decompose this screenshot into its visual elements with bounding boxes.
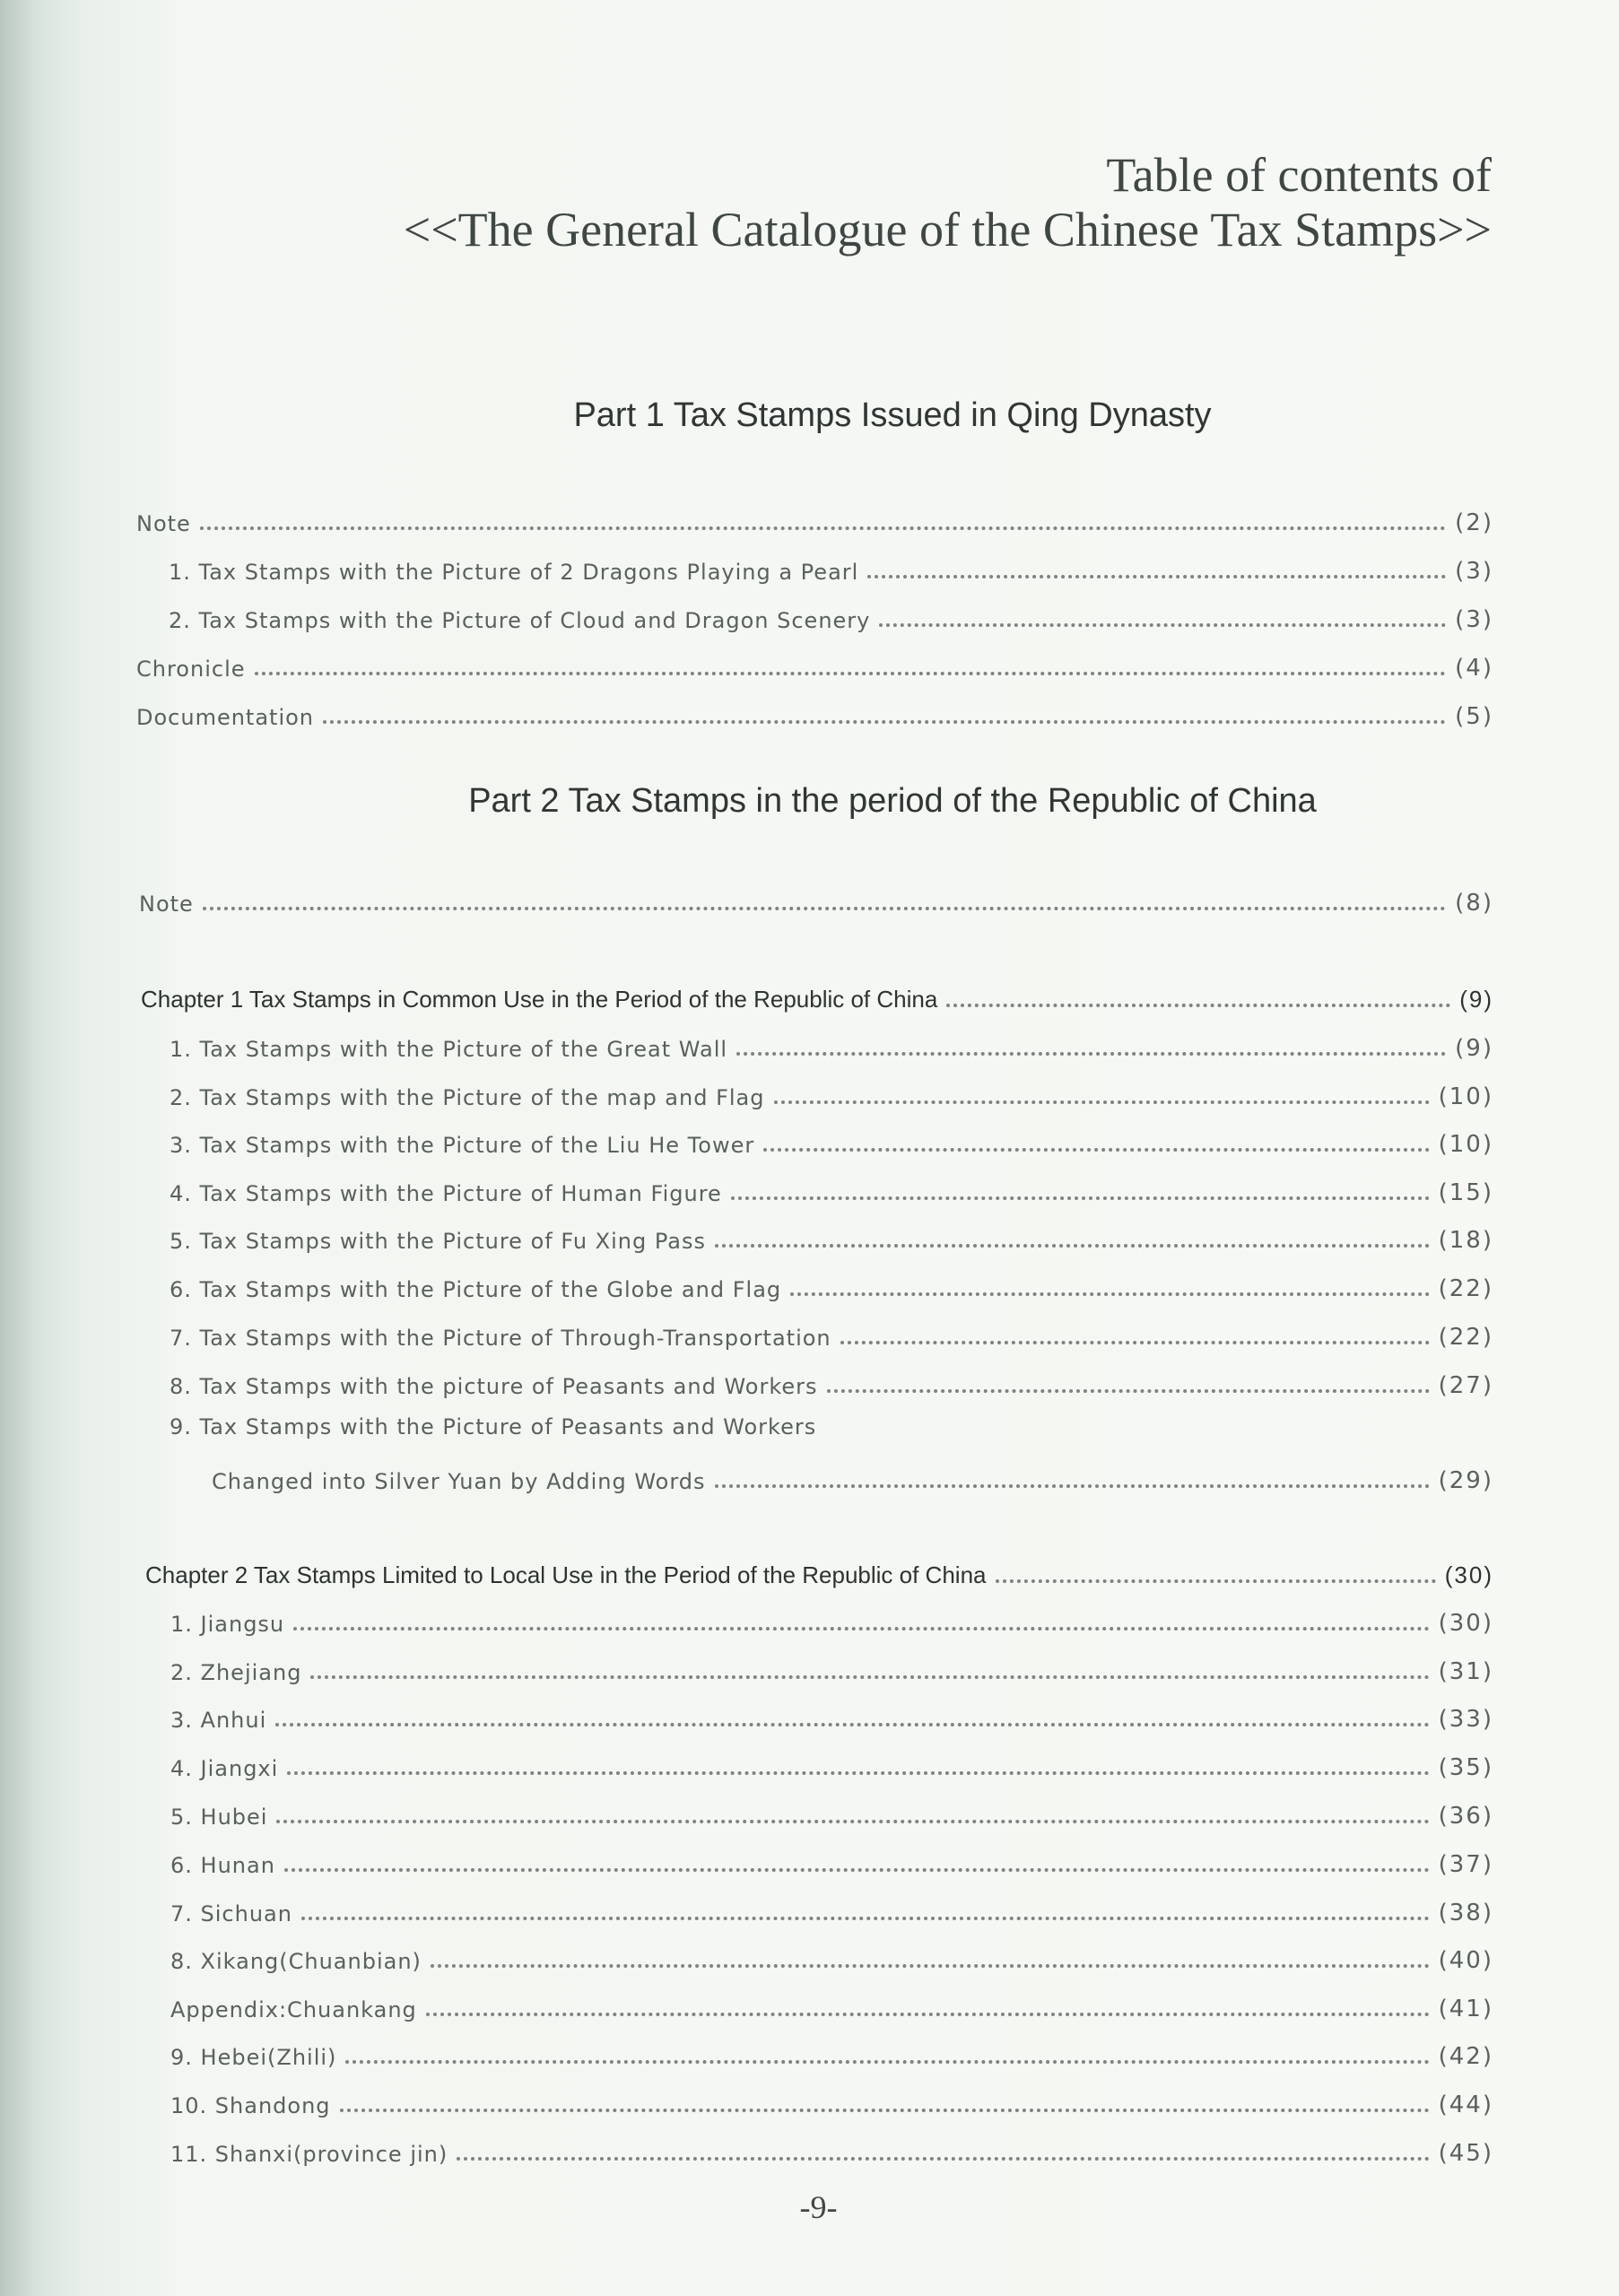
toc-entry-continued[interactable] (0, 1458, 1493, 1494)
toc-entry-page: (31) (1438, 1658, 1493, 1685)
toc-entry-documentation[interactable] (0, 694, 1493, 730)
toc-entry-appendix[interactable] (0, 1987, 1493, 2022)
toc-entry-label: 6. Hunan (170, 1853, 275, 1878)
toc-entry-page: (15) (1438, 1179, 1493, 1206)
toc-entry-label: 1. Tax Stamps with the Picture of the Great Wall (170, 1037, 728, 1062)
toc-entry-page: (42) (1438, 2043, 1493, 2070)
toc-entry-label: 3. Anhui (170, 1708, 267, 1733)
toc-entry[interactable] (0, 1697, 1493, 1733)
toc-entry-page: (2) (1455, 509, 1493, 536)
toc-title-line1: Table of contents of (1106, 148, 1492, 202)
toc-entry-page: (9) (1459, 986, 1493, 1013)
part1-heading: Part 1 Tax Stamps Issued in Qing Dynasty (573, 396, 1212, 434)
toc-entry-label: 1. Tax Stamps with the Picture of 2 Dragons Playing a Pearl (169, 560, 859, 585)
toc-entry-label: Appendix:Chuankang (170, 1997, 417, 2022)
toc-entry-page: (38) (1438, 1900, 1493, 1926)
toc-entry-label: Documentation (136, 705, 315, 730)
toc-entry[interactable] (0, 1649, 1493, 1685)
chapter-label: Chapter 2 Tax Stamps Limited to Local Use in the Period of the Republic of China (145, 1561, 987, 1588)
dot-leader (736, 1052, 1446, 1056)
toc-entry[interactable] (0, 1938, 1493, 1974)
toc-entry-label: 7. Sichuan (170, 1901, 292, 1926)
toc-entry-label: 2. Tax Stamps with the Picture of Cloud and Dragon Scenery (169, 608, 871, 633)
dot-leader (996, 1579, 1436, 1583)
dot-leader (763, 1148, 1429, 1152)
toc-entry[interactable] (0, 2131, 1493, 2167)
toc-entry[interactable] (0, 1842, 1493, 1878)
toc-entry[interactable] (0, 2083, 1493, 2118)
toc-entry-label: 8. Xikang(Chuanbian) (170, 1949, 422, 1974)
chapter-heading[interactable] (0, 1553, 1493, 1589)
dot-leader (731, 1196, 1430, 1200)
toc-entry-note[interactable] (0, 500, 1493, 536)
toc-entry-page: (3) (1455, 606, 1493, 633)
toc-entry-page: (29) (1438, 1467, 1493, 1494)
toc-entry-label: 2. Zhejiang (170, 1660, 302, 1685)
dot-leader (345, 2060, 1429, 2064)
toc-entry-page: (8) (1455, 890, 1493, 917)
toc-entry-label: 6. Tax Stamps with the Picture of the Globe and Flag (170, 1277, 782, 1302)
dot-leader (301, 1917, 1430, 1920)
toc-entry[interactable] (0, 1363, 1493, 1399)
toc-entry-page: (35) (1438, 1754, 1493, 1781)
toc-entry-label: 8. Tax Stamps with the picture of Peasants and Workers (170, 1374, 818, 1399)
toc-entry-label: 4. Jiangxi (170, 1756, 279, 1781)
toc-entry[interactable] (0, 1122, 1493, 1158)
toc-entry-page: (33) (1438, 1706, 1493, 1733)
dot-leader (715, 1484, 1430, 1488)
toc-entry[interactable] (0, 597, 1493, 633)
toc-entry-page: (4) (1455, 655, 1493, 682)
toc-entry[interactable] (0, 1266, 1493, 1302)
toc-entry-label: 10. Shandong (170, 2093, 331, 2118)
dot-leader (200, 526, 1446, 530)
toc-entry-page: (41) (1438, 1996, 1493, 2022)
toc-entry-label: 11. Shanxi(province jin) (170, 2142, 448, 2167)
toc-entry-page: (40) (1438, 1947, 1493, 1974)
toc-entry-page: (10) (1438, 1131, 1493, 1158)
toc-entry[interactable] (0, 1218, 1493, 1254)
dot-leader (879, 623, 1446, 627)
toc-entry[interactable] (0, 1315, 1493, 1351)
dot-leader (310, 1675, 1429, 1679)
dot-leader (323, 720, 1446, 724)
toc-title-line2: <<The General Catalogue of the Chinese Tax Stamps>> (403, 203, 1492, 257)
toc-entry-label: 4. Tax Stamps with the Picture of Human Figure (170, 1181, 722, 1206)
toc-entry-page: (27) (1438, 1372, 1493, 1399)
toc-entry-page: (22) (1438, 1275, 1493, 1302)
toc-entry-label: Note (139, 891, 194, 917)
toc-entry-page: (3) (1455, 558, 1493, 585)
toc-entry-page: (18) (1438, 1227, 1493, 1254)
toc-entry-page: (44) (1438, 2092, 1493, 2118)
toc-entry-label: 9. Hebei(Zhili) (170, 2045, 337, 2070)
chapter-heading[interactable] (0, 978, 1493, 1013)
toc-entry-page: (5) (1455, 703, 1493, 730)
page-number: -9- (799, 2189, 838, 2225)
toc-entry-chronicle[interactable] (0, 646, 1493, 682)
toc-entry-page: (30) (1444, 1561, 1493, 1588)
toc-entry-label: Chronicle (136, 657, 246, 682)
dot-leader (340, 2109, 1430, 2112)
toc-entry[interactable] (0, 1074, 1493, 1110)
toc-entry[interactable] (0, 2034, 1493, 2070)
dot-leader (774, 1100, 1430, 1104)
toc-entry[interactable] (0, 1745, 1493, 1781)
toc-entry-label: 2. Tax Stamps with the Picture of the map and Flag (170, 1085, 765, 1110)
toc-entry-label: 7. Tax Stamps with the Picture of Through-Transportation (170, 1326, 831, 1351)
toc-entry[interactable] (0, 1891, 1493, 1926)
toc-entry-page: (22) (1438, 1324, 1493, 1351)
dot-leader (840, 1341, 1430, 1344)
dot-leader (284, 1868, 1430, 1872)
toc-entry-page: (37) (1438, 1851, 1493, 1878)
toc-entry[interactable] (0, 1601, 1493, 1637)
part2-heading: Part 2 Tax Stamps in the period of the Republic of China (468, 782, 1317, 820)
dot-leader (867, 575, 1446, 578)
dot-leader (275, 1723, 1429, 1726)
dot-leader (276, 1820, 1429, 1823)
dot-leader (287, 1771, 1429, 1775)
dot-leader (715, 1244, 1430, 1248)
toc-entry[interactable] (0, 1170, 1493, 1206)
toc-entry-page: (10) (1438, 1083, 1493, 1110)
chapter-label: Chapter 1 Tax Stamps in Common Use in the Period of the Republic of China (141, 986, 938, 1013)
toc-entry-page: (30) (1438, 1610, 1493, 1637)
toc-entry-page: (36) (1438, 1803, 1493, 1830)
dot-leader (431, 1964, 1430, 1968)
dot-leader (790, 1292, 1429, 1296)
toc-entry-page: (45) (1438, 2140, 1493, 2167)
dot-leader (426, 2013, 1430, 2016)
dot-leader (827, 1389, 1430, 1393)
toc-entry-note[interactable] (0, 881, 1493, 917)
toc-entry-label[interactable]: 9. Tax Stamps with the Picture of Peasants and Workers (170, 1414, 817, 1439)
toc-entry-label: 5. Hubei (170, 1805, 268, 1830)
toc-entry-page: (9) (1455, 1035, 1493, 1062)
toc-entry-label: 3. Tax Stamps with the Picture of the Liu He Tower (170, 1133, 755, 1158)
dot-leader (203, 907, 1446, 910)
dot-leader (457, 2157, 1429, 2161)
toc-entry[interactable] (0, 1794, 1493, 1830)
toc-entry-label: 1. Jiangsu (170, 1612, 285, 1637)
toc-entry-label: 5. Tax Stamps with the Picture of Fu Xing Pass (170, 1229, 706, 1254)
toc-entry[interactable] (0, 1026, 1493, 1062)
dot-leader (293, 1627, 1429, 1631)
toc-entry-label: Changed into Silver Yuan by Adding Words (212, 1469, 706, 1494)
toc-entry[interactable] (0, 549, 1493, 585)
dot-leader (255, 672, 1447, 675)
toc-entry-label: Note (136, 511, 191, 536)
dot-leader (946, 1004, 1450, 1007)
